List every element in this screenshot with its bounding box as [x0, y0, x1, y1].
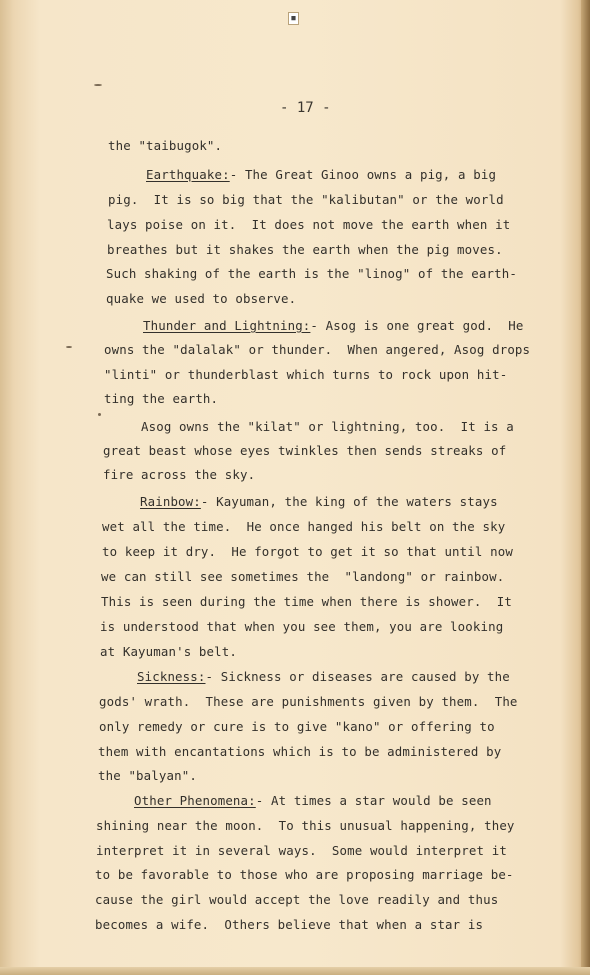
text-line: great beast whose eyes twinkles then sends streaks of — [103, 443, 507, 458]
text-line: This is seen during the time when there is shower. It — [101, 594, 512, 609]
text-line: owns the "dalalak" or thunder. When angered, Asog drops — [104, 342, 531, 357]
text-line: the "balyan". — [98, 768, 197, 783]
page-bottom-strip — [0, 967, 590, 975]
text-line: cause the girl would accept the love readily and thus — [95, 892, 499, 907]
text-line: Asog owns the "kilat" or lightning, too. It is a — [141, 419, 514, 434]
text-line: them with encantations which is to be administered by — [98, 744, 502, 759]
text-line: Thunder and Lightning:- Asog is one great god. He — [143, 318, 524, 333]
text-line: quake we used to observe. — [106, 291, 297, 306]
section-heading-sickness: Sickness: — [137, 669, 206, 684]
text-line: Earthquake:- The Great Ginoo owns a pig, a big — [146, 167, 497, 182]
text-line: Other Phenomena:- At times a star would be seen — [134, 793, 492, 808]
text-line: the "taibugok". — [108, 138, 223, 153]
text-line: pig. It is so big that the "kalibutan" or the world — [108, 192, 504, 207]
section-heading-thunder: Thunder and Lightning: — [143, 318, 311, 333]
paper-speck — [98, 413, 101, 416]
text-line: breathes but it shakes the earth when the pig moves. — [107, 242, 503, 257]
text-line: to keep it dry. He forgot to get it so that until now — [102, 544, 513, 559]
text-line: only remedy or cure is to give "kano" or offering to — [99, 719, 495, 734]
text-line: "linti" or thunderblast which turns to rock upon hit- — [104, 367, 508, 382]
text-line: Sickness:- Sickness or diseases are caused by the — [137, 669, 510, 684]
section-heading-rainbow: Rainbow: — [140, 494, 201, 509]
text-line: gods' wrath. These are punishments given by them. The — [99, 694, 518, 709]
clip-mark-icon: ■ — [288, 12, 299, 25]
page-number: - 17 - — [280, 100, 331, 116]
text-line: ting the earth. — [104, 391, 219, 406]
text-line: shining near the moon. To this unusual happening, they — [96, 818, 515, 833]
paper-speck — [94, 84, 102, 86]
text-line: interpret it in several ways. Some would interpret it — [96, 843, 507, 858]
text-line: fire across the sky. — [103, 467, 256, 482]
text-line: wet all the time. He once hanged his belt on the sky — [102, 519, 506, 534]
page-edge-shadow — [581, 0, 590, 975]
paper-speck — [66, 346, 72, 348]
text-line: lays poise on it. It does not move the earth when it — [107, 217, 511, 232]
text-line: is understood that when you see them, you are looking — [100, 619, 504, 634]
text-line: at Kayuman's belt. — [100, 644, 237, 659]
section-heading-other-phenomena: Other Phenomena: — [134, 793, 256, 808]
text-line: Rainbow:- Kayuman, the king of the waters stays — [140, 494, 498, 509]
text-line: becomes a wife. Others believe that when a star is — [95, 917, 484, 932]
text-line: to be favorable to those who are proposing marriage be- — [95, 867, 514, 882]
text-line: we can still see sometimes the "landong" or rainbow. — [101, 569, 505, 584]
text-line: Such shaking of the earth is the "linog" of the earth- — [106, 266, 517, 281]
section-heading-earthquake: Earthquake: — [146, 167, 230, 182]
